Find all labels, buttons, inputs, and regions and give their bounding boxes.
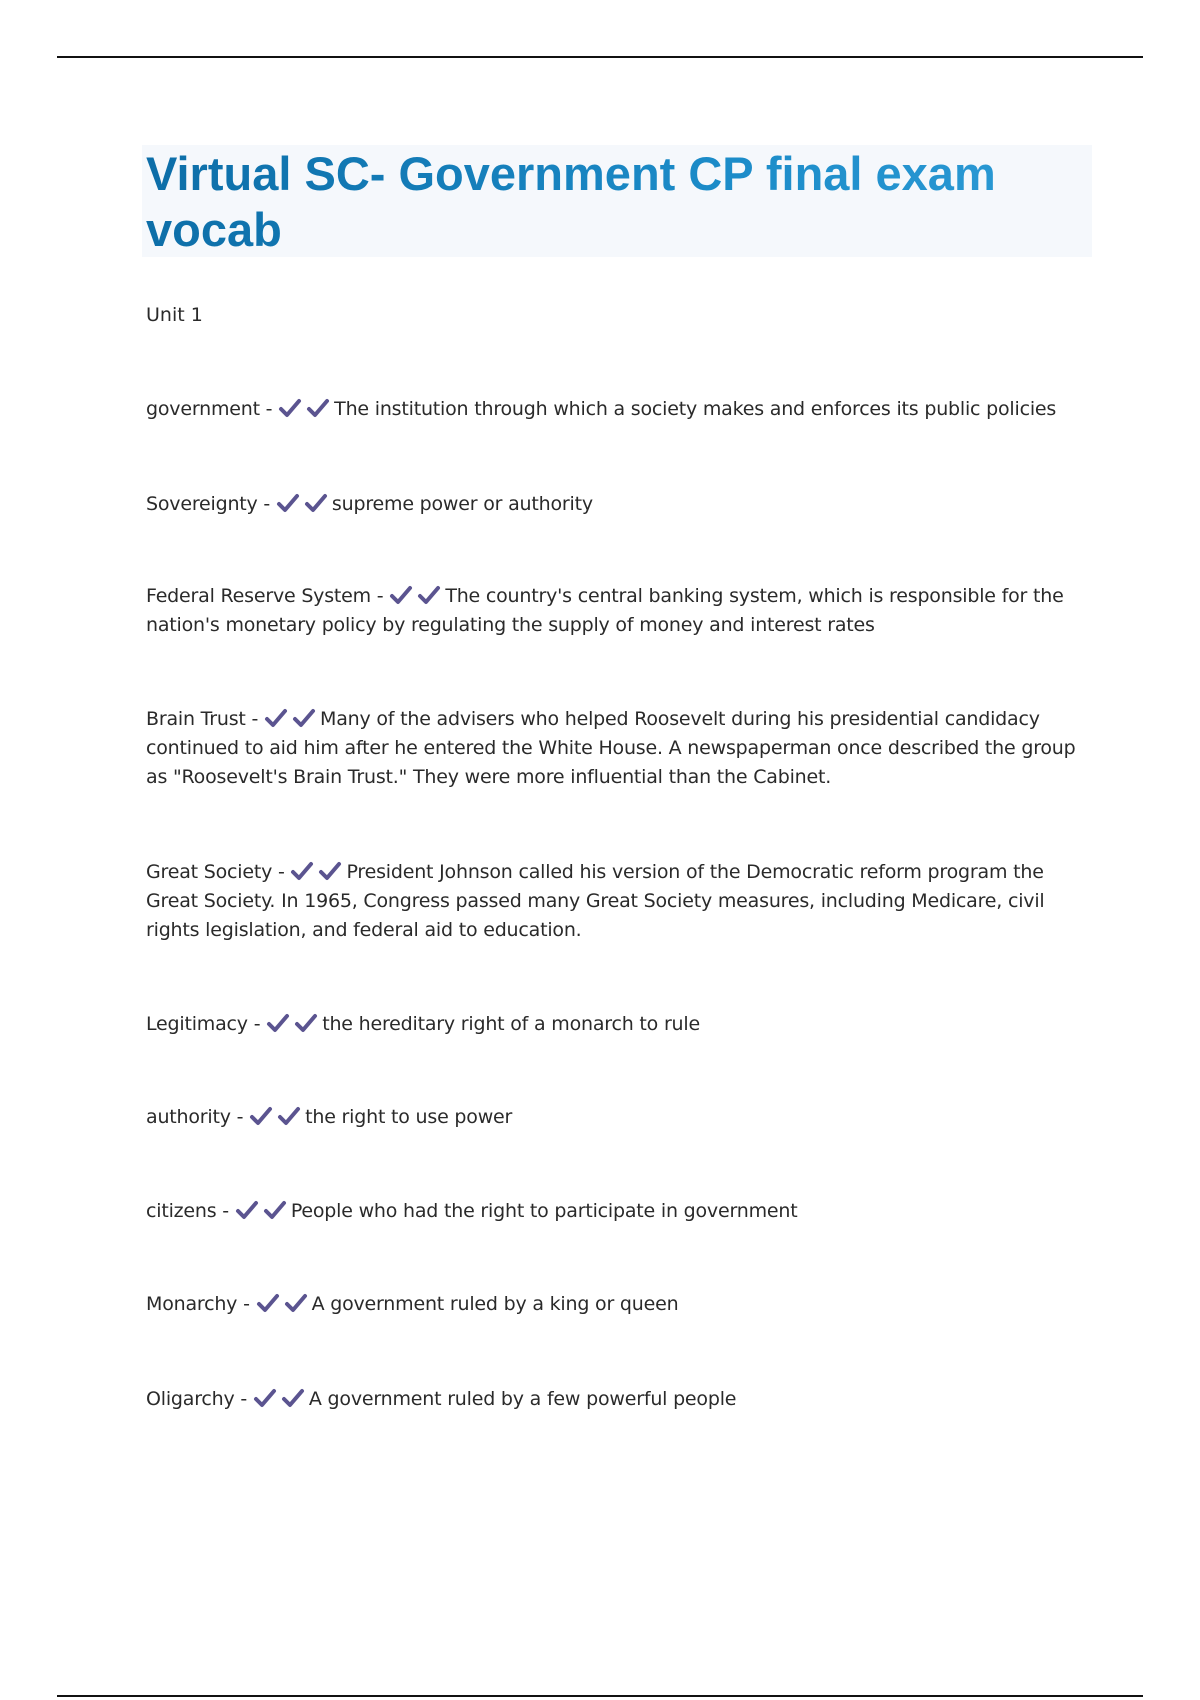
vocab-term: authority <box>146 1106 231 1128</box>
vocab-term: Legitimacy <box>146 1013 248 1035</box>
vocab-entry <box>146 490 1086 519</box>
vocab-entry <box>146 1197 1086 1226</box>
vocab-definition: A government ruled by a few powerful people <box>308 1388 737 1410</box>
checkmark-icon <box>284 1293 308 1313</box>
vocab-definition: The institution through which a society makes and enforces its public policies <box>334 398 1057 420</box>
vocab-entry <box>146 1010 1086 1039</box>
checkmark-icon <box>263 1200 287 1220</box>
vocab-entry <box>146 858 1086 945</box>
vocab-term: government <box>146 398 260 420</box>
checkmark-icon <box>318 861 342 881</box>
checkmark-icon <box>290 861 314 881</box>
header-rule <box>57 56 1143 58</box>
checkmark-icon <box>389 585 413 605</box>
vocab-term: Great Society <box>146 861 273 883</box>
term-separator: - <box>247 1013 267 1035</box>
vocab-term: Oligarchy <box>146 1388 235 1410</box>
unit-label: Unit 1 <box>146 304 203 326</box>
term-separator: - <box>370 585 390 607</box>
checkmark-icon <box>277 1106 301 1126</box>
term-separator: - <box>230 1106 250 1128</box>
document-title: Virtual SC- Government CP final exam vocab <box>146 146 1086 258</box>
vocab-entry <box>146 1103 1086 1132</box>
checkmark-icon <box>306 398 330 418</box>
vocab-entry <box>146 1385 1086 1414</box>
vocab-term: Federal Reserve System <box>146 585 371 607</box>
checkmark-icon <box>266 1013 290 1033</box>
term-separator: - <box>237 1293 256 1315</box>
vocab-definition: People who had the right to participate in government <box>290 1200 798 1222</box>
checkmark-icon <box>278 398 302 418</box>
checkmark-icon <box>294 1013 318 1033</box>
checkmark-icon <box>253 1388 277 1408</box>
vocab-term: Brain Trust <box>146 708 246 730</box>
term-separator: - <box>245 708 265 730</box>
term-separator: - <box>257 493 276 515</box>
vocab-term: Monarchy <box>146 1293 238 1315</box>
checkmark-icon <box>292 708 316 728</box>
footer-rule <box>57 1695 1143 1697</box>
vocab-entry <box>146 1290 1086 1319</box>
vocab-definition: supreme power or authority <box>331 493 593 515</box>
checkmark-icon <box>235 1200 259 1220</box>
vocab-definition: A government ruled by a king or queen <box>311 1293 679 1315</box>
vocab-definition: President Johnson called his version of the Democratic reform program the Great Society. In 1965, Congress passed many Great Society measures, including Medicare, civil rights legislation, and federal aid to education. <box>146 861 1045 941</box>
vocab-definition: The country's central banking system, which is responsible for the nation's monetary policy by regulating the supply of money and interest rates <box>146 585 1064 636</box>
vocab-definition: the right to use power <box>305 1106 513 1128</box>
checkmark-icon <box>304 493 328 513</box>
checkmark-icon <box>276 493 300 513</box>
term-separator: - <box>234 1388 253 1410</box>
checkmark-icon <box>264 708 288 728</box>
checkmark-icon <box>256 1293 280 1313</box>
vocab-entry <box>146 582 1086 640</box>
vocab-entry <box>146 705 1086 792</box>
checkmark-icon <box>281 1388 305 1408</box>
vocab-term: citizens <box>146 1200 217 1222</box>
vocab-term: Sovereignty <box>146 493 258 515</box>
checkmark-icon <box>249 1106 273 1126</box>
term-separator: - <box>272 861 291 883</box>
term-separator: - <box>259 398 279 420</box>
vocab-definition: Many of the advisers who helped Roosevelt during his presidential candidacy continued to aid him after he entered the White House. A newspaperman once described the group as "Roosevelt's Brain Trust." They were more influential than the Cabinet. <box>146 708 1076 788</box>
term-separator: - <box>216 1200 235 1222</box>
vocab-definition: the hereditary right of a monarch to rule <box>322 1013 700 1035</box>
vocab-entry <box>146 395 1086 424</box>
checkmark-icon <box>417 585 441 605</box>
